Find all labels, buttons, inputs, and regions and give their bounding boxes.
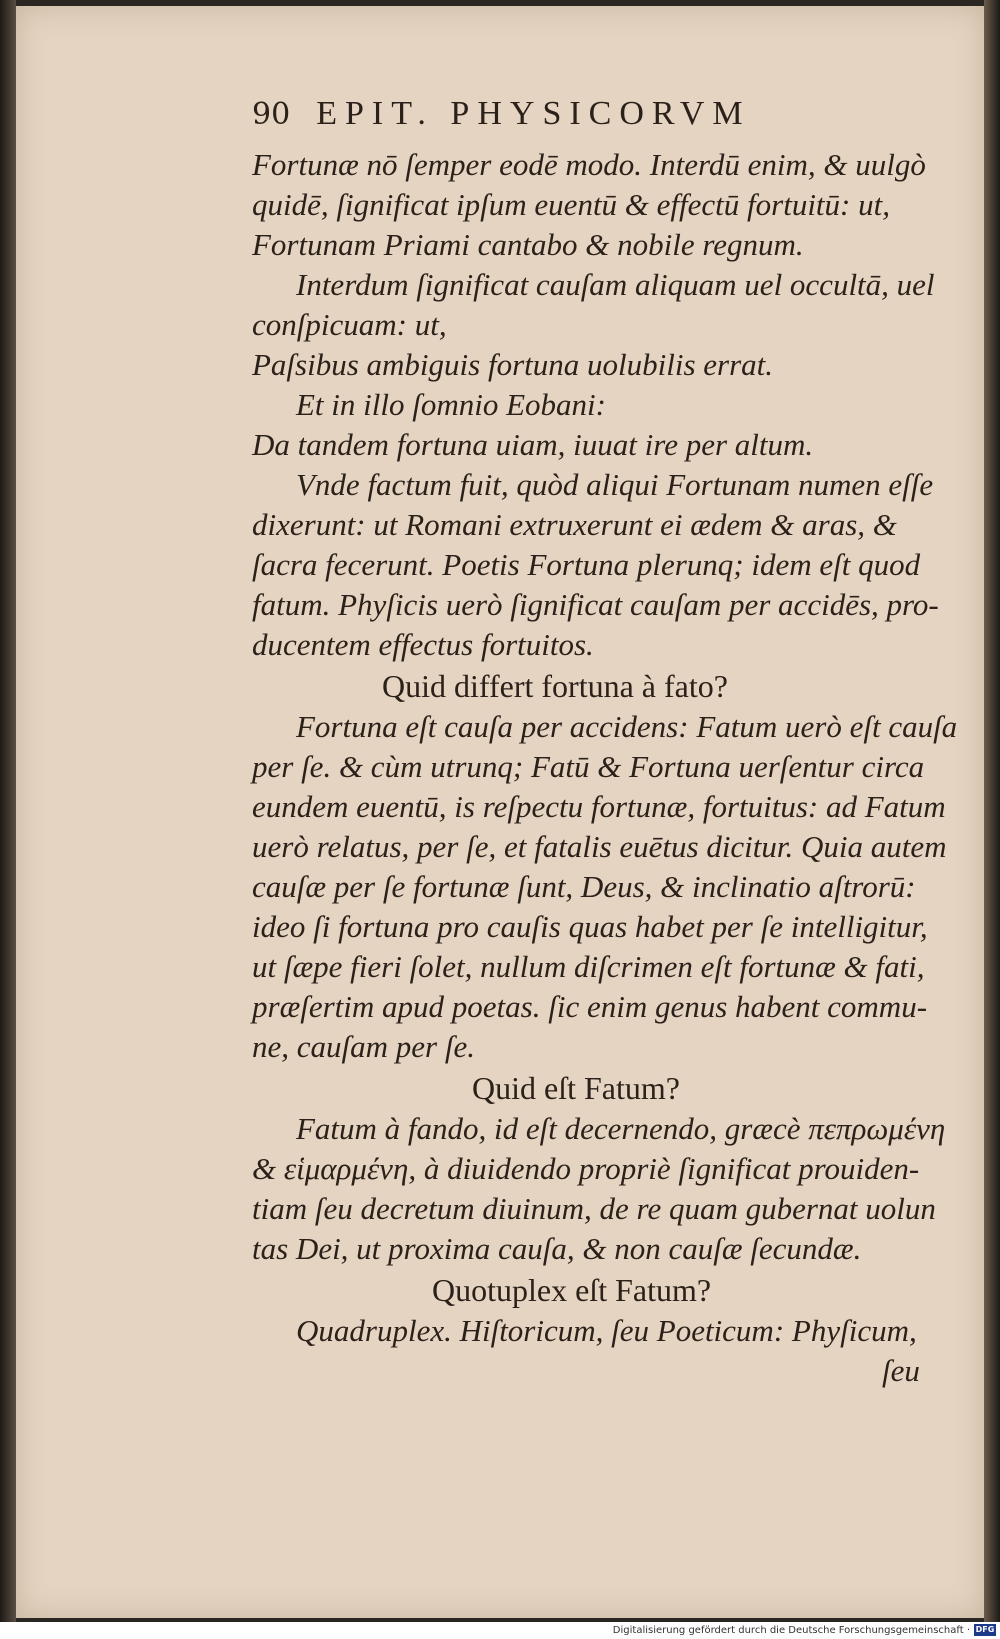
text-line: Fatum à fando, id eſt decernendo, græcè πεπρωμένη	[296, 1111, 946, 1146]
verse-line: Paſsibus ambiguis fortuna uolubilis errat.	[252, 347, 774, 382]
digitization-footer	[0, 1622, 1000, 1639]
page-number: 90	[252, 97, 291, 132]
text-line: cauſæ per ſe fortunæ ſunt, Deus, & inclinatio aſtrorū:	[252, 869, 916, 904]
book-spine	[0, 0, 16, 1622]
text-line: fatum. Phyſicis uerò ſignificat cauſam per accidēs, pro-	[252, 587, 939, 622]
text-line: Et in illo ſomnio Eobani:	[296, 387, 606, 422]
text-line: præſertim apud poetas. ſic enim genus habent commu-	[252, 989, 928, 1024]
page-fore-edge	[984, 0, 1000, 1622]
footer-credit: Digitalisierung gefördert durch die Deutsche Forschungsgemeinschaft ·	[612, 1625, 970, 1636]
text-line: & εἱμαρμένη, à diuidendo propriè ſignificat prouiden-	[252, 1151, 920, 1186]
text-line: quidē, ſignificat ipſum euentū & effectū fortuitū: ut,	[252, 187, 890, 222]
text-line: Fortuna eſt cauſa per accidens: Fatum uerò eſt cauſa	[296, 709, 958, 744]
text-line: ne, cauſam per ſe.	[252, 1029, 475, 1064]
text-line: tas Dei, ut proxima cauſa, & non cauſæ ſecundæ.	[252, 1231, 862, 1266]
text-line: Interdum ſignificat cauſam aliquam uel occultā, uel	[296, 267, 935, 302]
text-line: Quadruplex. Hiſtoricum, ſeu Poeticum: Phyſicum,	[296, 1313, 917, 1348]
section-heading: Quotuplex eſt Fatum?	[432, 1272, 712, 1308]
text-line: conſpicuam: ut,	[252, 307, 447, 342]
verse-line: Da tandem fortuna uiam, iuuat ire per altum.	[252, 427, 814, 462]
text-line: per ſe. & cùm utrunq; Fatū & Fortuna uerſentur circa	[252, 749, 925, 784]
section-heading: Quid differt fortuna à fato?	[382, 668, 728, 704]
text-line: Vnde factum fuit, quòd aliqui Fortunam numen eſſe	[296, 467, 934, 502]
text-line: tiam ſeu decretum diuinum, de re quam gubernat uolun	[252, 1191, 936, 1226]
text-line: dixerunt: ut Romani extruxerunt ei ædem & aras, &	[252, 507, 897, 542]
text-line: ducentem effectus fortuitos.	[252, 627, 594, 662]
text-line: Fortunæ nō ſemper eodē modo. Interdū enim, & uulgò	[252, 147, 926, 182]
running-title: EPIT. PHYSICORVM	[316, 95, 751, 132]
text-line: uerò relatus, per ſe, et fatalis euētus dicitur. Quia autem	[252, 829, 947, 864]
text-line: ut ſæpe fieri ſolet, nullum diſcrimen eſt fortunæ & fati,	[252, 949, 925, 984]
dfg-logo: DFG	[975, 1625, 995, 1634]
section-heading: Quid eſt Fatum?	[472, 1070, 680, 1106]
verse-line: Fortunam Priami cantabo & nobile regnum.	[252, 227, 804, 262]
catchword: ſeu	[882, 1353, 920, 1388]
text-block	[252, 95, 958, 1391]
text-line: eundem euentū, is reſpectu fortunæ, fortuitus: ad Fatum	[252, 789, 946, 824]
text-line: ideo ſi fortuna pro cauſis quas habet per ſe intelligitur,	[252, 909, 928, 944]
running-head	[252, 95, 952, 145]
text-line: ſacra fecerunt. Poetis Fortuna plerunq; idem eſt quod	[252, 547, 921, 582]
